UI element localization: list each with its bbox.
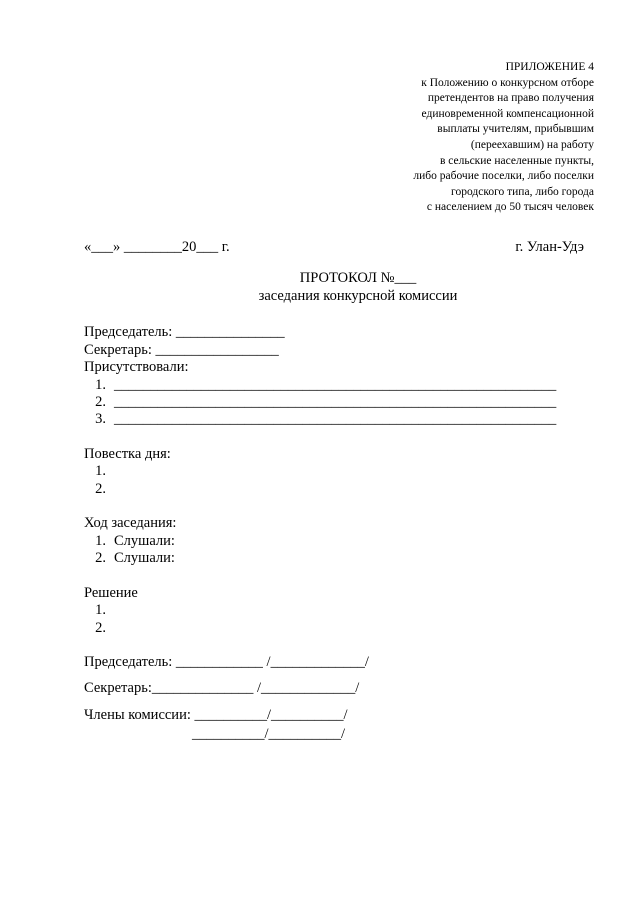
list-number: 2. — [95, 481, 106, 497]
agenda-item — [84, 480, 114, 498]
protocol-subtitle: заседания конкурсной комиссии — [258, 288, 458, 304]
list-number: 3. — [95, 411, 106, 427]
agenda-item — [84, 462, 114, 480]
list-number: 2. — [95, 550, 106, 566]
appendix-line: в сельские населенные пункты, — [439, 154, 594, 167]
signature-chairman: Председатель: ____________ /_____________/ — [84, 654, 369, 670]
protocol-title: ПРОТОКОЛ №___ — [299, 270, 417, 286]
chairman-line: Председатель: _______________ — [84, 324, 285, 340]
present-label: Присутствовали: — [84, 359, 189, 375]
heard-label: Слушали: — [114, 533, 175, 549]
list-number: 1. — [95, 377, 106, 393]
present-item — [84, 393, 556, 411]
list-number: 1. — [95, 463, 106, 479]
city: г. Улан-Удэ — [515, 239, 584, 255]
appendix-title: ПРИЛОЖЕНИЕ 4 — [505, 61, 594, 73]
list-number: 2. — [95, 620, 106, 636]
blank-line: _____________________________________________________________ — [114, 377, 557, 393]
appendix-block — [413, 60, 594, 216]
list-number: 1. — [95, 533, 106, 549]
appendix-line: либо рабочие поселки, либо поселки — [413, 170, 594, 183]
present-item — [84, 410, 556, 428]
decision-label: Решение — [84, 585, 138, 601]
list-number: 2. — [95, 394, 106, 410]
date-line: «___» ________20___ г. — [84, 239, 230, 255]
signature-members-continued: __________/__________/ — [192, 726, 346, 742]
appendix-line: претендентов на право получения — [427, 92, 594, 105]
signature-members: Члены комиссии: __________/__________/ — [84, 707, 348, 723]
appendix-line: к Положению о конкурсном отборе — [421, 76, 594, 89]
secretary-line: Секретарь: _________________ — [84, 342, 279, 358]
appendix-line: (переехавшим) на работу — [470, 138, 594, 151]
appendix-line: городского типа, либо города — [451, 185, 594, 198]
appendix-line: с населением до 50 тысяч человек — [426, 201, 594, 214]
decision-item — [84, 601, 114, 619]
appendix-line: единовременной компенсационной — [421, 107, 594, 120]
list-number: 1. — [95, 602, 106, 618]
signature-secretary: Секретарь:______________ /_____________/ — [84, 680, 360, 696]
proceedings-label: Ход заседания: — [84, 515, 177, 531]
proceedings-item — [84, 549, 175, 567]
proceedings-item — [84, 532, 175, 550]
heard-label: Слушали: — [114, 550, 175, 566]
blank-line: _____________________________________________________________ — [114, 394, 557, 410]
appendix-line: выплаты учителям, прибывшим — [437, 123, 594, 136]
decision-item — [84, 619, 114, 637]
present-item — [84, 376, 556, 394]
blank-line: _____________________________________________________________ — [114, 411, 557, 427]
agenda-label: Повестка дня: — [84, 446, 171, 462]
